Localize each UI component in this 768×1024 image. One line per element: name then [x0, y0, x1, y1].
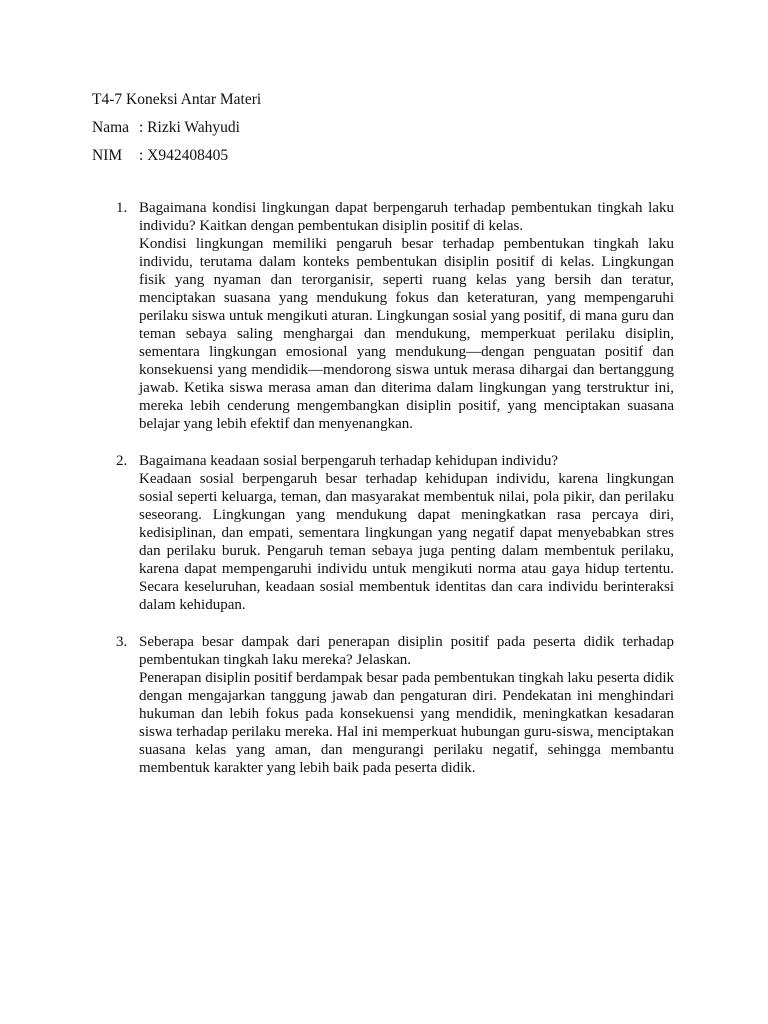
- question-number: 1.: [116, 200, 128, 216]
- name-row: [92, 114, 261, 142]
- answer-text: Keadaan sosial berpengaruh besar terhadap kehidupan individu, karena lingkungan sosial seperti keluarga, teman, dan masyarakat membentuk nilai, pola pikir, dan perilaku seseorang. Lingkungan yang mendukung dapat meningkatkan rasa percaya diri, kedisiplinan, dan empati, sementara lingkungan yang negatif dapat menyebabkan stres dan perilaku buruk. Pengaruh teman sebaya juga penting dalam membentuk perilaku, karena dapat mempengaruhi individu untuk mengikuti norma atau gaya hidup tertentu. Secara keseluruhan, keadaan sosial membentuk identitas dan cara individu berinteraksi dalam kehidupan.: [139, 471, 674, 613]
- question-body: [139, 633, 674, 777]
- question-text: Seberapa besar dampak dari penerapan disiplin positif pada peserta didik terhadap pembentukan tingkah laku mereka? Jelaskan.: [139, 634, 674, 668]
- answer-text: Kondisi lingkungan memiliki pengaruh besar terhadap pembentukan tingkah laku individu, terutama dalam konteks pembentukan disiplin positif di kelas. Lingkungan fisik yang nyaman dan terorganisir, seperti ruang kelas yang bersih dan teratur, menciptakan suasana yang mendukung fokus dan keteraturan, yang mempengaruhi perilaku siswa untuk mengikuti aturan. Lingkungan sosial yang positif, di mana guru dan teman sebaya saling menghargai dan mendukung, memperkuat perilaku disiplin, sementara lingkungan emosional yang mendukung—dengan penguatan positif dan konsekuensi yang mendidik—mendorong siswa untuk merasa dihargai dan bertanggung jawab. Ketika siswa merasa aman dan diterima dalam lingkungan yang terstruktur ini, mereka lebih cenderung mengembangkan disiplin positif, yang menciptakan suasana belajar yang lebih efektif dan menyenangkan.: [139, 236, 674, 432]
- name-value: : Rizki Wahyudi: [139, 119, 240, 136]
- nim-label: NIM: [92, 147, 123, 164]
- nim-value: : X942408405: [139, 147, 229, 164]
- question-number: 2.: [116, 453, 128, 469]
- question-text: Bagaimana keadaan sosial berpengaruh terhadap kehidupan individu?: [139, 453, 559, 469]
- answer-text: Penerapan disiplin positif berdampak besar pada pembentukan tingkah laku peserta didik dengan mengajarkan tanggung jawab dan pengaturan diri. Pendekatan ini menghindari hukuman dan lebih fokus pada konsekuensi yang mendidik, meningkatkan kesadaran siswa terhadap perilaku mereka. Hal ini memperkuat hubungan guru-siswa, menciptakan suasana kelas yang aman, dan mengurangi perilaku negatif, sehingga membantu membentuk karakter yang lebih baik pada peserta didik.: [139, 670, 674, 776]
- question-number: 3.: [116, 634, 128, 650]
- question-text: Bagaimana kondisi lingkungan dapat berpengaruh terhadap pembentukan tingkah laku individu? Kaitkan dengan pembentukan disiplin positif di kelas.: [139, 200, 674, 234]
- document-title: T4-7 Koneksi Antar Materi: [92, 91, 262, 108]
- document-header: [92, 86, 261, 170]
- question-body: [139, 452, 674, 614]
- name-label: Nama: [92, 119, 130, 136]
- nim-row: [92, 142, 261, 170]
- question-body: [139, 199, 674, 433]
